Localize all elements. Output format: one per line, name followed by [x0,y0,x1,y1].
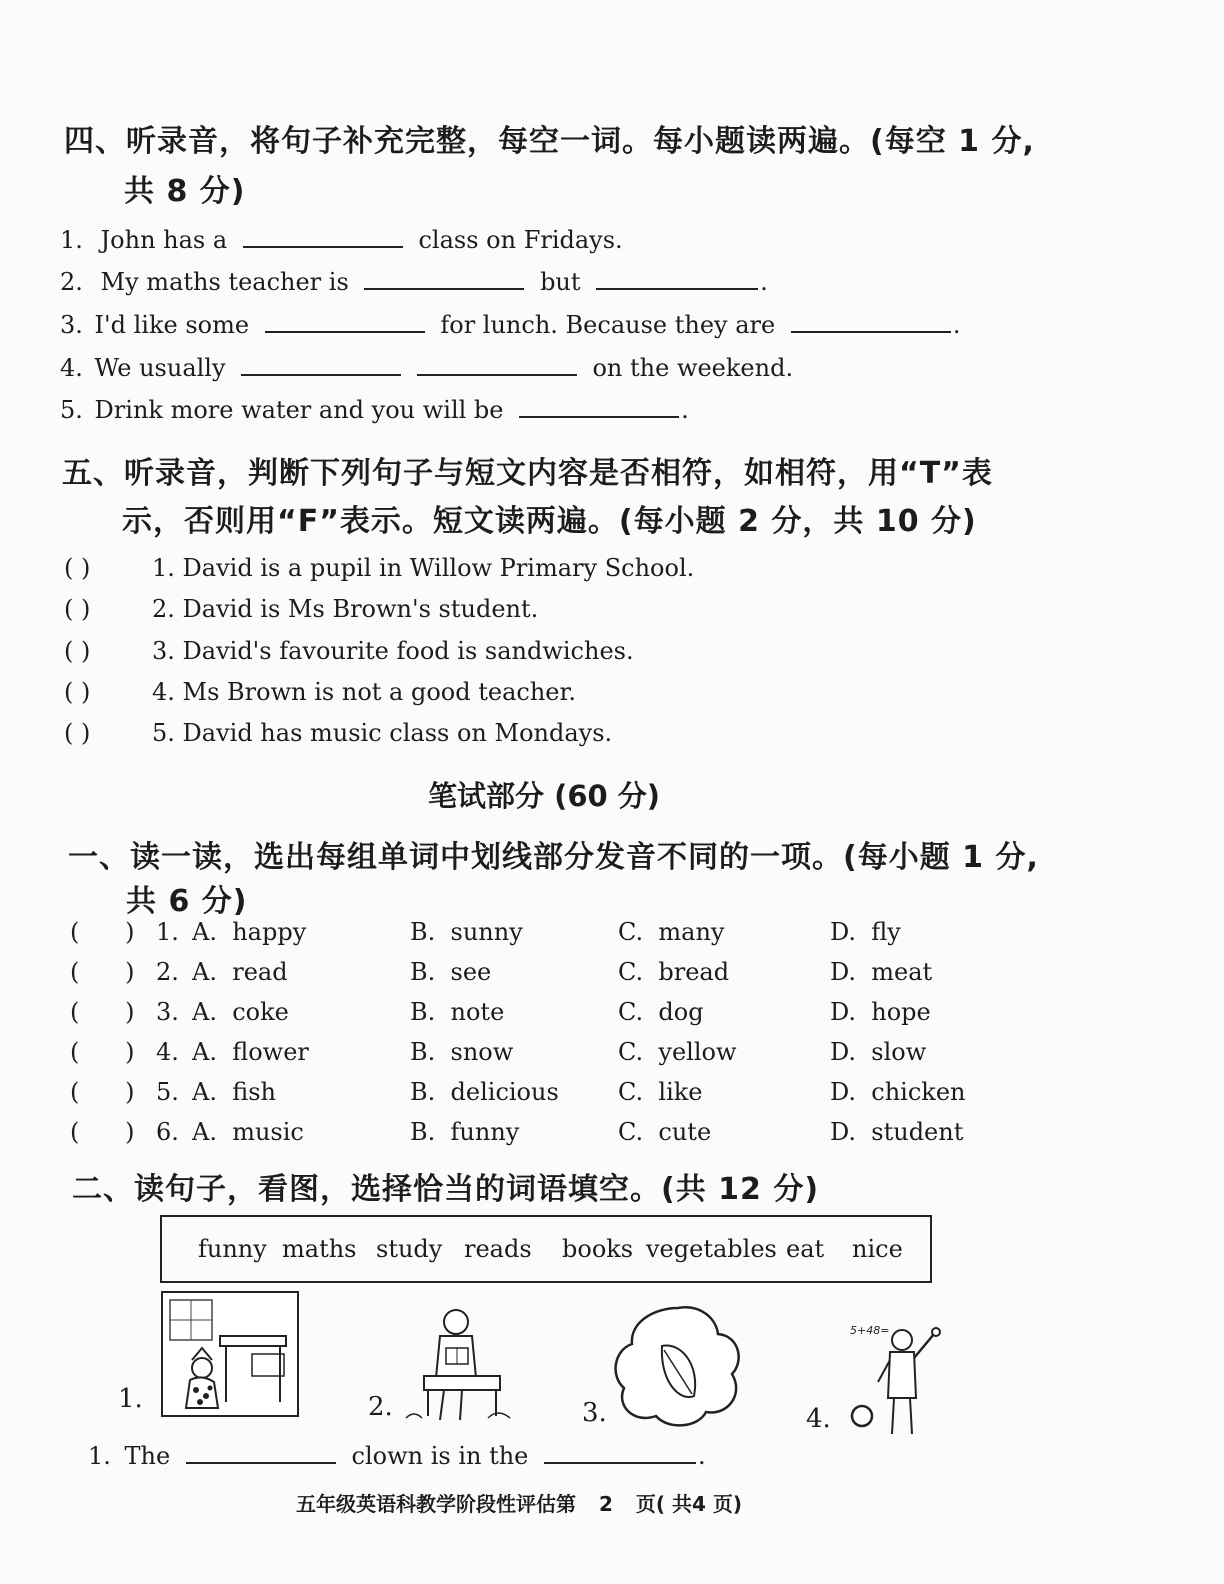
item-text: class on Fridays. [418,226,623,254]
answer-blank[interactable] [791,309,951,333]
picture-label-3: 3. [582,1398,607,1428]
option-a: A. happy [192,918,307,946]
option-c: C. many [618,918,725,946]
tf-item-2 [64,595,538,623]
option-b: B. see [410,958,492,986]
word-option: maths [282,1235,357,1263]
item-text: John has a [100,226,228,254]
option-a: A. fish [192,1078,276,1106]
picture-label-2: 2. [368,1392,393,1422]
option-a: A. flower [192,1038,309,1066]
item-number: 1. [156,918,179,946]
clown-classroom-picture [160,1290,302,1420]
answer-blank[interactable] [265,309,425,333]
part2-sentence-1 [88,1440,706,1470]
option-c: C. yellow [618,1038,737,1066]
item-text: . [952,311,961,339]
part1-heading-line2: 共 6 分) [126,884,248,919]
section4-item-2 [60,266,768,296]
item-text: clown is in the [351,1442,529,1470]
item-number: 1. [88,1442,111,1470]
item-number: 5. [156,1078,179,1106]
footer-text: 五年级英语科教学阶段性评估第 [296,1492,576,1516]
item-text: for lunch. Because they are [440,311,776,339]
item-text: but [540,268,581,296]
option-c: C. like [618,1078,703,1106]
option-d: D. student [830,1118,964,1146]
answer-parentheses[interactable]: ( ) [70,958,135,986]
tf-item-4 [64,678,576,706]
tf-item-3 [64,637,634,665]
answer-parentheses[interactable]: ( ) [70,1038,135,1066]
word-option: nice [852,1235,903,1263]
teacher-maths-picture [846,1318,950,1440]
section4-item-5 [60,394,689,424]
option-b: B. sunny [410,918,523,946]
option-c: C. dog [618,998,704,1026]
item-text: . [760,268,768,296]
answer-parentheses[interactable]: ( ) [70,918,135,946]
option-a: A. music [192,1118,304,1146]
word-option: vegetables [646,1235,777,1263]
svg-text:5+48=: 5+48= [850,1324,890,1337]
option-a: A. coke [192,998,289,1026]
item-number: 3. [156,998,179,1026]
word-option: study [376,1235,443,1263]
word-option: funny [198,1235,267,1263]
part2-heading: 二、读句子，看图，选择恰当的词语填空。(共 12 分) [72,1172,820,1207]
picture-label-1: 1. [118,1384,143,1414]
picture-label-4: 4. [806,1404,831,1434]
answer-parentheses[interactable]: ( ) [64,719,91,747]
option-c: C. cute [618,1118,712,1146]
answer-parentheses[interactable]: ( ) [64,678,91,706]
answer-parentheses[interactable]: ( ) [64,554,91,582]
option-d: D. slow [830,1038,927,1066]
item-text: 3. David's favourite food is sandwiches. [152,637,634,665]
answer-blank[interactable] [364,266,524,290]
page-number: 2 [598,1492,613,1516]
answer-parentheses[interactable]: ( ) [64,637,91,665]
item-number: 2. [156,958,179,986]
item-text: 1. David is a pupil in Willow Primary School. [152,554,695,582]
written-part-title: 笔试部分 (60 分) [428,779,661,813]
answer-parentheses[interactable]: ( ) [70,1078,135,1106]
item-number: 2. [60,268,83,296]
answer-blank[interactable] [596,266,758,290]
answer-blank[interactable] [544,1440,696,1464]
answer-parentheses[interactable]: ( ) [70,1118,135,1146]
page-total: 页( 共4 页) [635,1492,742,1516]
page-footer [296,1488,742,1517]
item-text: Drink more water and you will be [94,396,504,424]
section4-heading-line2: 共 8 分) [124,174,246,209]
word-option: reads [464,1235,532,1263]
tf-item-5 [64,719,612,747]
item-number: 1. [60,226,83,254]
item-number: 3. [60,311,83,339]
option-b: B. snow [410,1038,514,1066]
word-option: eat [786,1235,825,1263]
answer-blank[interactable] [519,394,679,418]
item-text: 4. Ms Brown is not a good teacher. [152,678,576,706]
option-b: B. funny [410,1118,520,1146]
word-option: books [562,1235,634,1263]
option-d: D. fly [830,918,901,946]
item-text: 2. David is Ms Brown's student. [152,595,539,623]
option-d: D. hope [830,998,931,1026]
item-number: 4. [156,1038,179,1066]
item-text: on the weekend. [592,354,794,382]
option-b: B. note [410,998,505,1026]
section5-heading-line2: 示，否则用“F”表示。短文读两遍。(每小题 2 分，共 10 分) [122,504,977,539]
section4-heading-line1: 四、听录音，将句子补充完整，每空一词。每小题读两遍。(每空 1 分, [64,124,1035,159]
item-text: I'd like some [94,311,250,339]
option-d: D. chicken [830,1078,966,1106]
answer-blank[interactable] [241,352,401,376]
item-number: 4. [60,354,83,382]
section4-item-4 [60,352,793,382]
option-b: B. delicious [410,1078,559,1106]
item-text: My maths teacher is [100,268,349,296]
answer-blank[interactable] [243,224,403,248]
man-reading-picture [404,1306,516,1428]
item-number: 5. [60,396,83,424]
answer-blank[interactable] [417,352,577,376]
answer-parentheses[interactable]: ( ) [70,998,135,1026]
item-text: . [698,1442,706,1470]
item-text: We usually [94,354,226,382]
answer-blank[interactable] [186,1440,336,1464]
item-text: . [681,396,689,424]
option-c: C. bread [618,958,730,986]
part1-heading-line1: 一、读一读，选出每组单词中划线部分发音不同的一项。(每小题 1 分, [68,840,1039,875]
word-bank [160,1215,932,1283]
item-text: 5. David has music class on Mondays. [152,719,613,747]
option-d: D. meat [830,958,933,986]
section4-item-3 [60,309,961,339]
item-text: The [124,1442,171,1470]
option-a: A. read [192,958,288,986]
item-number: 6. [156,1118,179,1146]
section5-heading-line1: 五、听录音，判断下列句子与短文内容是否相符，如相符，用“T”表 [62,456,993,491]
vegetable-picture [608,1302,748,1432]
answer-parentheses[interactable]: ( ) [64,595,91,623]
section4-item-1 [60,224,623,254]
tf-item-1 [64,554,694,582]
